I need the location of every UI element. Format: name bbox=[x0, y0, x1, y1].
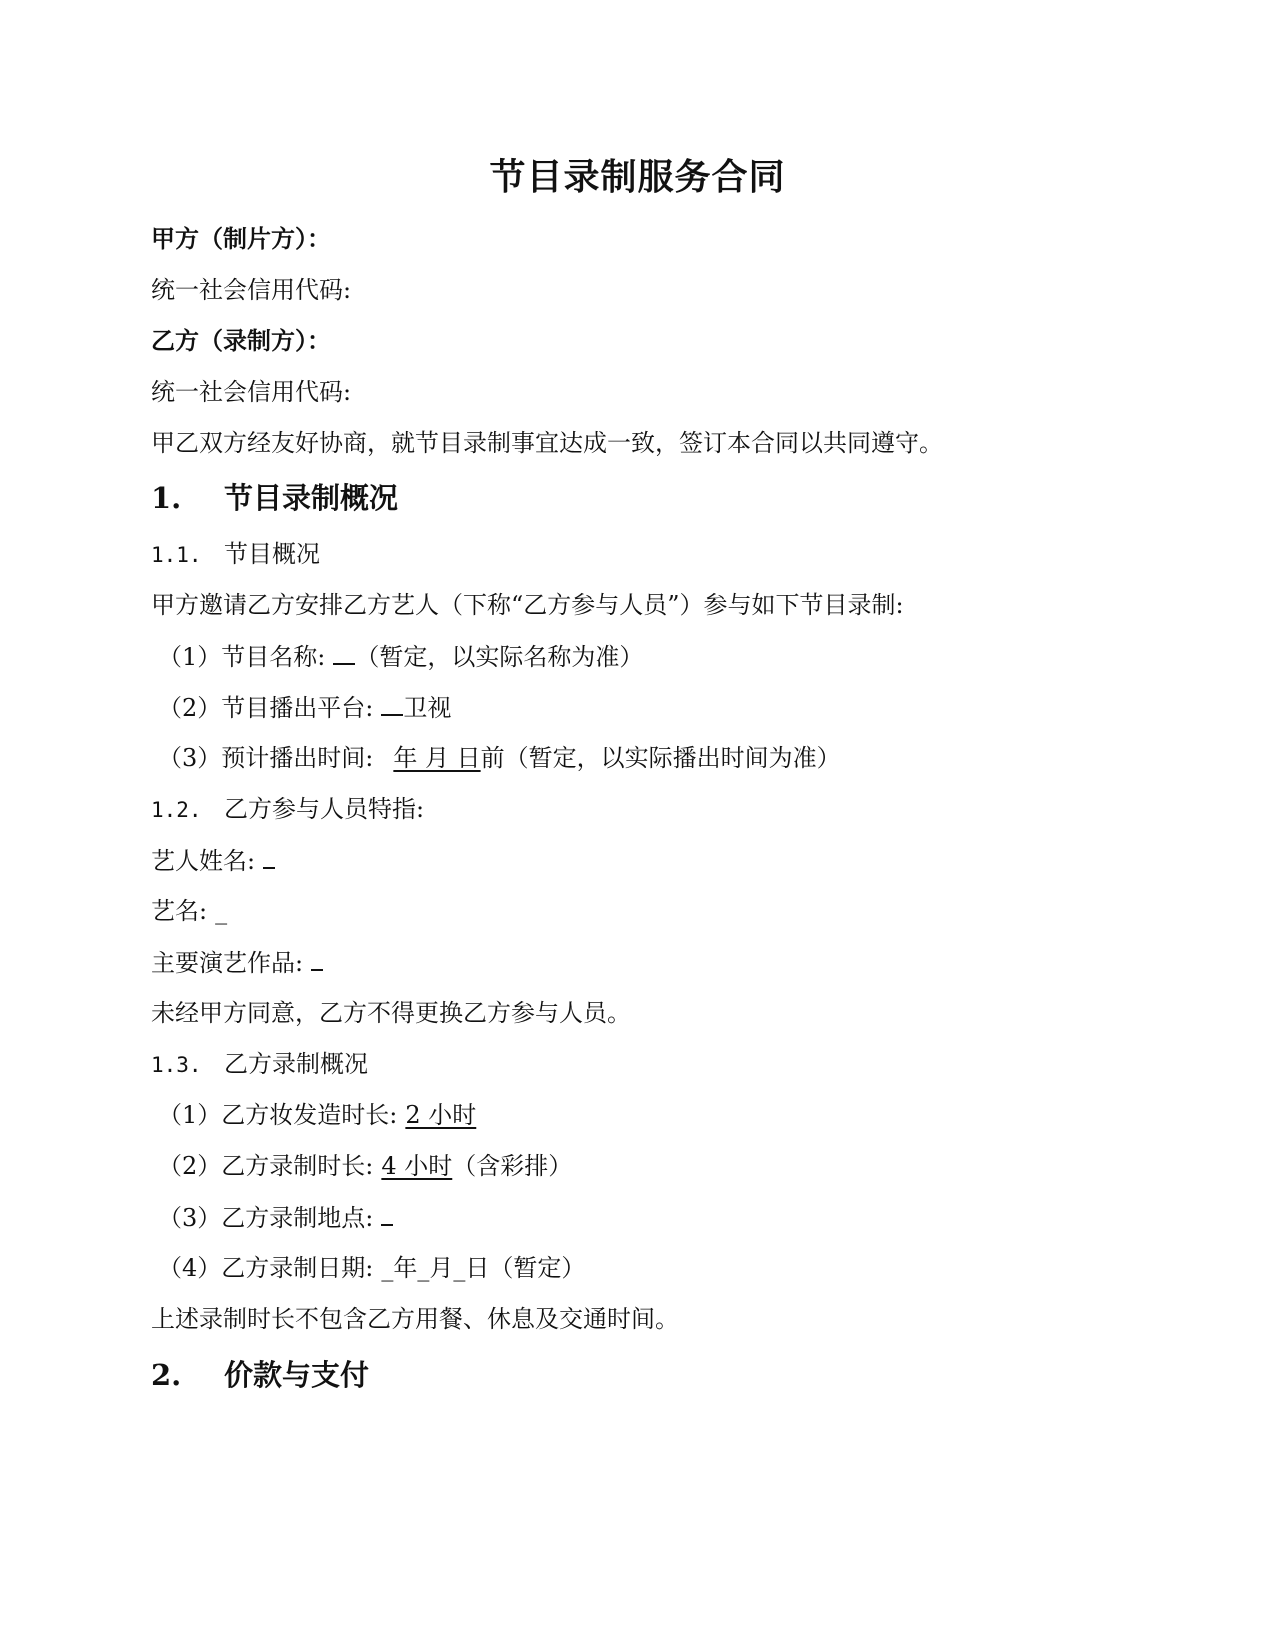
recording-duration-note: （含彩排） bbox=[452, 1152, 573, 1180]
section-1-heading bbox=[151, 478, 398, 518]
main-works-line bbox=[151, 945, 323, 980]
makeup-duration-line bbox=[158, 1098, 476, 1132]
stage-name-line bbox=[151, 894, 227, 928]
artist-name-blank bbox=[263, 843, 275, 869]
no-replacement-clause: 未经甲方同意，乙方不得更换乙方参与人员。 bbox=[151, 999, 631, 1027]
stage-name-value: _ bbox=[215, 897, 228, 925]
makeup-duration-value: 2 小时 bbox=[405, 1101, 477, 1129]
recording-date-value: _年_月_日（暂定） bbox=[381, 1254, 586, 1282]
stage-name-label: 艺名: bbox=[151, 897, 208, 925]
recording-location-line bbox=[158, 1200, 393, 1235]
section-title: 节目录制概况 bbox=[224, 481, 399, 515]
recording-duration-label: （2）乙方录制时长: bbox=[158, 1152, 374, 1180]
program-name-note: （暂定，以实际名称为准） bbox=[355, 643, 644, 671]
section-number: 2. bbox=[151, 1358, 182, 1392]
subsection-1-1-heading bbox=[151, 537, 320, 572]
program-invitation-text: 甲方邀请乙方安排乙方艺人（下称“乙方参与人员”）参与如下节目录制: bbox=[151, 591, 904, 619]
broadcast-time-note: 前（暂定，以实际播出时间为准） bbox=[480, 744, 841, 772]
artist-name-line bbox=[151, 843, 275, 878]
recording-duration-line bbox=[158, 1149, 572, 1183]
party-b-label: 乙方（录制方）： bbox=[151, 326, 331, 355]
broadcast-time-line bbox=[158, 741, 841, 775]
recording-location-label: （3）乙方录制地点: bbox=[158, 1204, 374, 1232]
recording-duration-value: 4 小时 bbox=[381, 1152, 453, 1180]
broadcast-time-label: （3）预计播出时间: bbox=[158, 744, 374, 772]
recording-date-line bbox=[158, 1251, 585, 1285]
subsection-title: 乙方录制概况 bbox=[224, 1050, 368, 1078]
makeup-duration-label: （1）乙方妆发造时长: bbox=[158, 1101, 398, 1129]
party-a-label: 甲方（制片方）： bbox=[151, 224, 331, 253]
program-name-label: （1）节目名称: bbox=[158, 643, 326, 671]
subsection-1-2-heading bbox=[151, 792, 424, 827]
subsection-number: 1.2. bbox=[151, 798, 202, 822]
program-name-blank bbox=[333, 639, 355, 665]
subsection-title: 节目概况 bbox=[224, 540, 320, 568]
main-works-label: 主要演艺作品: bbox=[151, 949, 304, 977]
subsection-title: 乙方参与人员特指: bbox=[224, 795, 425, 823]
subsection-number: 1.1. bbox=[151, 543, 202, 567]
recording-date-label: （4）乙方录制日期: bbox=[158, 1254, 374, 1282]
broadcast-platform-line bbox=[158, 690, 451, 725]
section-number: 1. bbox=[151, 481, 182, 515]
recording-location-blank bbox=[381, 1200, 393, 1226]
subsection-1-3-heading bbox=[151, 1047, 368, 1082]
document-title: 节目录制服务合同 bbox=[489, 156, 786, 198]
section-2-heading bbox=[151, 1355, 369, 1395]
party-a-credit-code-label: 统一社会信用代码: bbox=[151, 276, 352, 304]
broadcast-platform-blank bbox=[381, 690, 403, 716]
program-name-line bbox=[158, 639, 643, 674]
subsection-number: 1.3. bbox=[151, 1053, 202, 1077]
party-b-credit-code-label: 统一社会信用代码: bbox=[151, 378, 352, 406]
intro-paragraph: 甲乙双方经友好协商，就节目录制事宜达成一致，签订本合同以共同遵守。 bbox=[151, 429, 943, 457]
broadcast-platform-suffix: 卫视 bbox=[403, 694, 452, 722]
broadcast-date: 年 月 日 bbox=[393, 744, 481, 772]
main-works-blank bbox=[311, 945, 323, 971]
duration-exclusion-note: 上述录制时长不包含乙方用餐、休息及交通时间。 bbox=[151, 1305, 679, 1333]
section-title: 价款与支付 bbox=[224, 1358, 370, 1392]
artist-name-label: 艺人姓名: bbox=[151, 847, 256, 875]
broadcast-platform-label: （2）节目播出平台: bbox=[158, 694, 374, 722]
